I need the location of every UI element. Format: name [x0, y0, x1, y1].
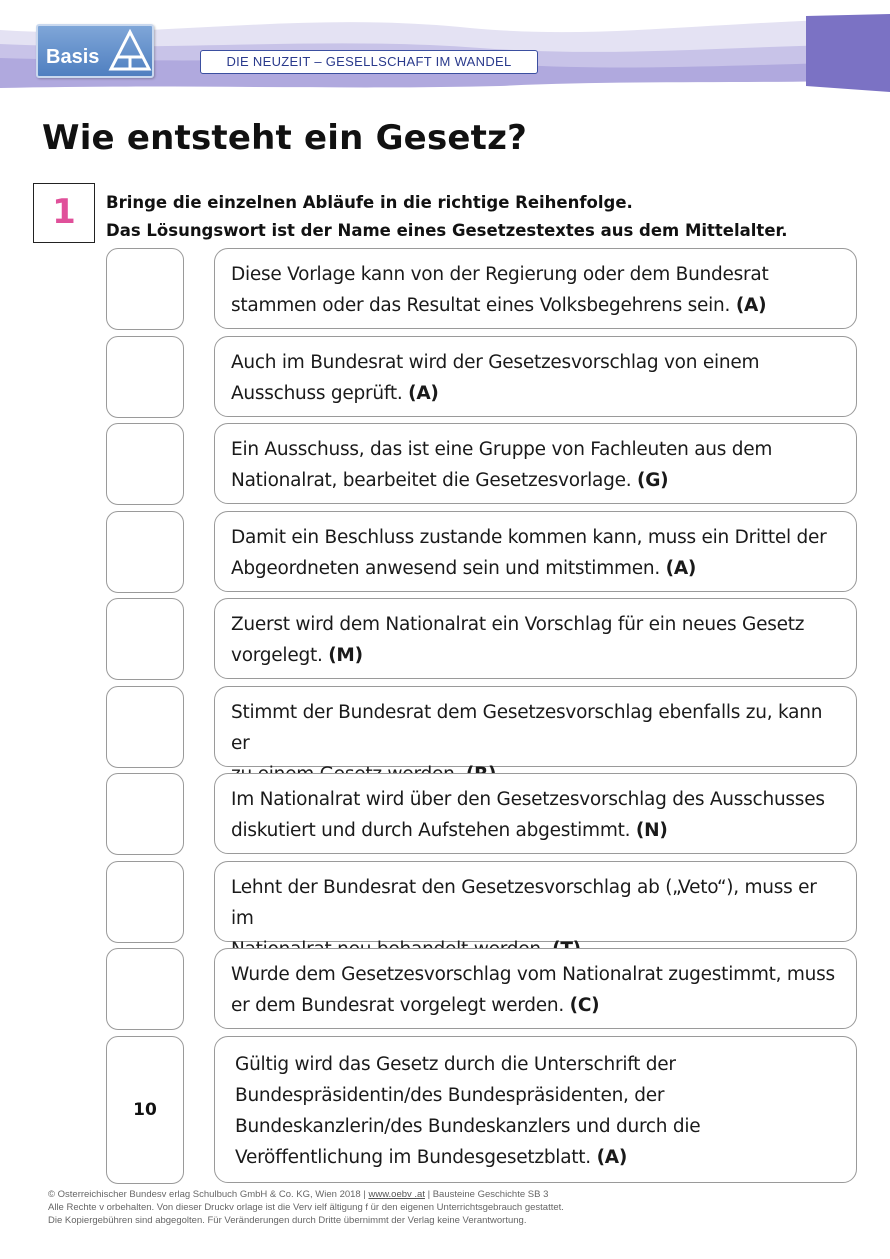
step-statement [214, 423, 857, 504]
solution-letter: (A) [596, 1147, 628, 1168]
step-statement [214, 1036, 857, 1183]
step-statement [214, 686, 857, 767]
footer-line: © Osterreichischer Bundesv erlag Schulbuch GmbH & Co. KG, Wien 2018 | www.oebv .at | Bausteine Geschichte SB 3 [48, 1189, 549, 1200]
solution-letter: (N) [635, 820, 668, 841]
logo-text: Basis [46, 46, 100, 68]
task-instruction [106, 189, 788, 245]
solution-letter: (A) [665, 558, 697, 579]
step-statement [214, 248, 857, 329]
page-title: Wie entsteht ein Gesetz? [42, 118, 528, 158]
publisher-logo [36, 24, 154, 78]
instruction-line: Das Lösungswort ist der Name eines Gesetzestextes aus dem Mittelalter. [106, 221, 788, 240]
statement-line: Nationalrat, bearbeitet die Gesetzesvorlage. (G) [231, 470, 669, 491]
solution-letter: (G) [637, 470, 669, 491]
copyright-footer [48, 1188, 564, 1227]
statement-line: Abgeordneten anwesend sein und mitstimmen. (A) [231, 558, 697, 579]
statement-line: vorgelegt. (M) [231, 645, 363, 666]
footer-line: Die Kopiergebühren sind abgegolten. Für Veränderungen durch Dritte übernimmt der Verlag keine Verantwortung. [48, 1215, 527, 1226]
step-statement [214, 511, 857, 592]
statement-line: Lehnt der Bundesrat den Gesetzesvorschlag ab („Veto“), muss er im [231, 877, 817, 929]
answer-box[interactable] [106, 773, 184, 855]
answer-box[interactable] [106, 423, 184, 505]
answer-box[interactable] [106, 336, 184, 418]
step-statement [214, 336, 857, 417]
statement-line: Diese Vorlage kann von der Regierung oder dem Bundesrat [231, 264, 769, 285]
statement-line: Bundeskanzlerin/des Bundeskanzlers und durch die [235, 1116, 701, 1137]
logo-triangle-icon [108, 29, 152, 73]
footer-line: Alle Rechte v orbehalten. Von dieser Druckv orlage ist die Verv ielf ältigung f ür den eigenen Unterrichtsgebrauch gestattet. [48, 1202, 564, 1213]
solution-letter: (A) [408, 383, 439, 404]
statement-line: Ein Ausschuss, das ist eine Gruppe von Fachleuten aus dem [231, 439, 773, 460]
statement-line: stammen oder das Resultat eines Volksbegehrens sein. (A) [231, 295, 767, 316]
statement-line: Bundespräsidentin/des Bundespräsidenten, der [235, 1085, 665, 1106]
statement-line: Im Nationalrat wird über den Gesetzesvorschlag des Ausschusses [231, 789, 825, 810]
solution-letter: (A) [735, 295, 767, 316]
statement-line: Ausschuss geprüft. (A) [231, 383, 439, 404]
step-statement [214, 861, 857, 942]
solution-letter: (M) [328, 645, 363, 666]
statement-line: Zuerst wird dem Nationalrat ein Vorschlag für ein neues Gesetz [231, 614, 805, 635]
step-statement [214, 948, 857, 1029]
statement-line: Auch im Bundesrat wird der Gesetzesvorschlag von einem [231, 352, 760, 373]
solution-letter: (C) [569, 995, 600, 1016]
answer-box[interactable] [106, 598, 184, 680]
answer-box[interactable] [106, 861, 184, 943]
statement-line: Damit ein Beschluss zustande kommen kann, muss ein Drittel der [231, 527, 827, 548]
statement-line: Stimmt der Bundesrat dem Gesetzesvorschlag ebenfalls zu, kann er [231, 702, 823, 754]
answer-box[interactable] [106, 686, 184, 768]
step-statement [214, 773, 857, 854]
section-label: DIE NEUZEIT – GESELLSCHAFT IM WANDEL [200, 50, 538, 74]
answer-box[interactable] [106, 248, 184, 330]
instruction-line: Bringe die einzelnen Abläufe in die richtige Reihenfolge. [106, 193, 633, 212]
publisher-link[interactable]: www.oebv .at [368, 1189, 425, 1200]
answer-box[interactable]: 10 [106, 1036, 184, 1184]
answer-box[interactable] [106, 511, 184, 593]
statement-line: diskutiert und durch Aufstehen abgestimmt. (N) [231, 820, 668, 841]
task-number: 1 [33, 183, 95, 243]
answer-box[interactable] [106, 948, 184, 1030]
statement-line: Wurde dem Gesetzesvorschlag vom Nationalrat zugestimmt, muss [231, 964, 835, 985]
step-statement [214, 598, 857, 679]
statement-line: Veröffentlichung im Bundesgesetzblatt. (A) [235, 1147, 628, 1168]
statement-line: Gültig wird das Gesetz durch die Unterschrift der [235, 1054, 676, 1075]
statement-line: er dem Bundesrat vorgelegt werden. (C) [231, 995, 600, 1016]
